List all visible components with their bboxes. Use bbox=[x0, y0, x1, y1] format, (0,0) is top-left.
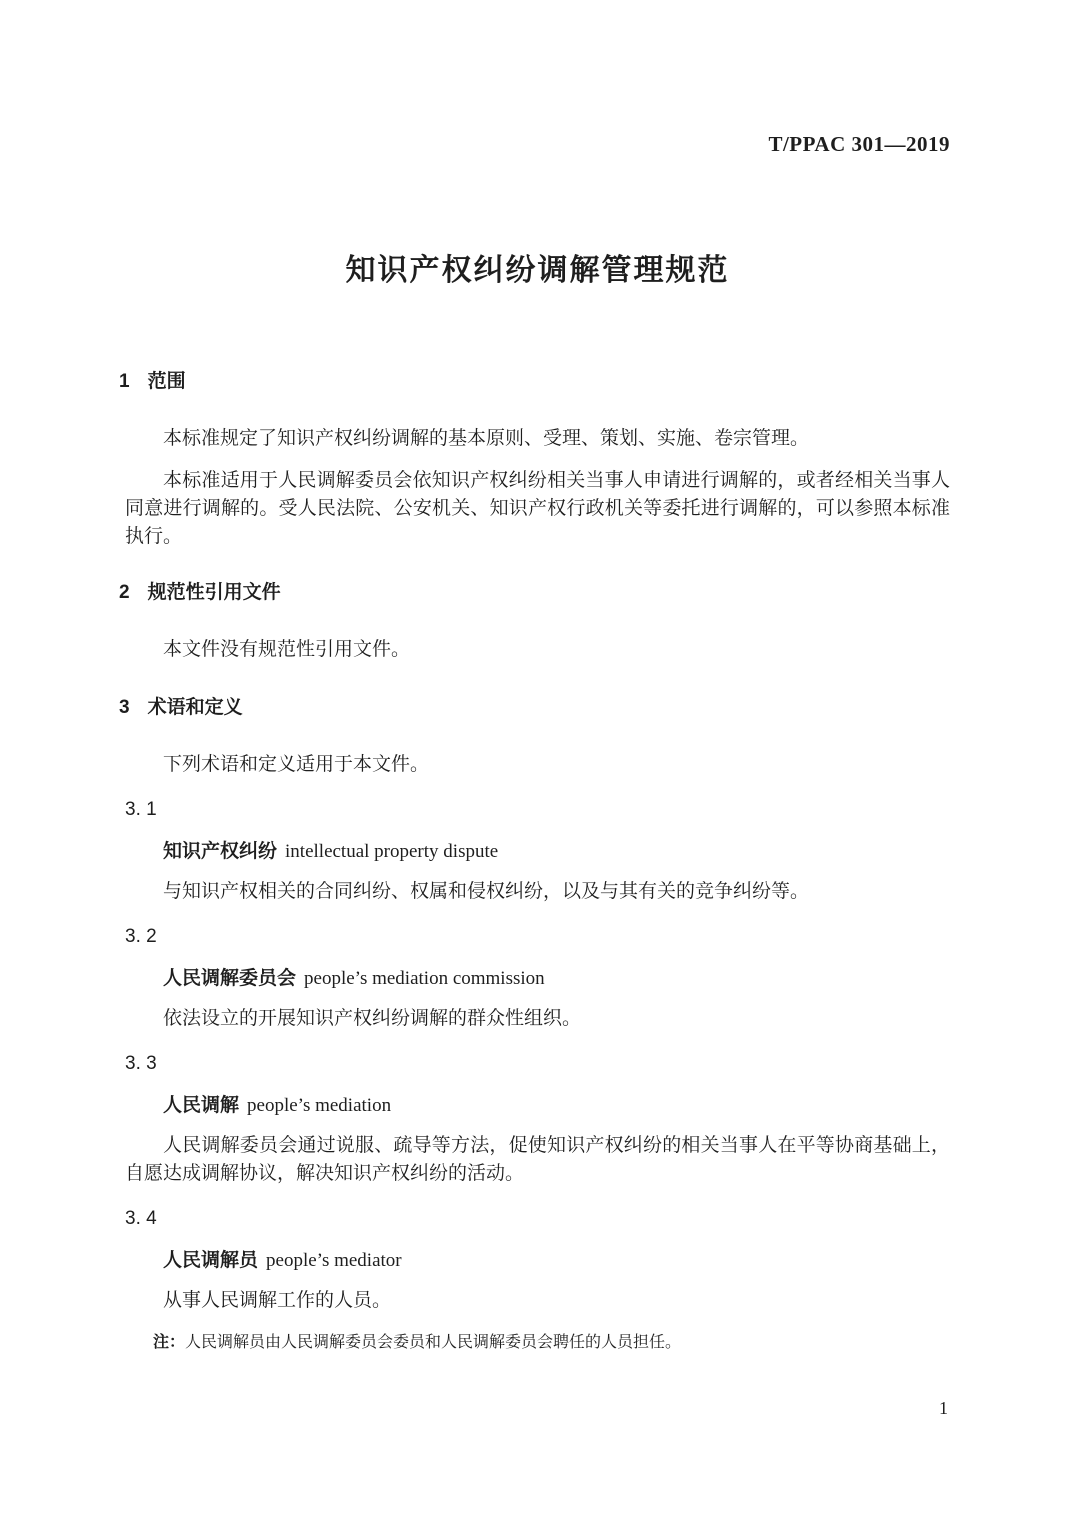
term-number-1: 3. 1 bbox=[125, 799, 157, 820]
section-number-1: 1 bbox=[119, 371, 130, 392]
paragraph-scope-1: 本标准规定了知识产权纠纷调解的基本原则、受理、策划、实施、卷宗管理。 bbox=[163, 428, 810, 449]
term-title-4 bbox=[125, 1247, 950, 1275]
term-block-2 bbox=[125, 923, 950, 1033]
term-definition-2: 依法设立的开展知识产权纠纷调解的群众性组织。 bbox=[163, 1008, 582, 1029]
term-definition-1: 与知识产权相关的合同纠纷、权属和侵权纠纷，以及与其有关的竞争纠纷等。 bbox=[163, 881, 810, 902]
section-title-3: 术语和定义 bbox=[147, 697, 243, 718]
note-text: 人民调解员由人民调解委员会委员和人民调解委员会聘任的人员担任。 bbox=[185, 1334, 682, 1351]
term-title-2 bbox=[125, 965, 950, 993]
term-number-2: 3. 2 bbox=[125, 926, 157, 947]
section-normative-references bbox=[119, 579, 950, 664]
section-title-1: 范围 bbox=[147, 371, 186, 392]
term-definition-4: 从事人民调解工作的人员。 bbox=[163, 1290, 392, 1311]
term-title-1 bbox=[125, 838, 950, 866]
page-number: 1 bbox=[939, 1398, 948, 1418]
section-heading-1 bbox=[119, 368, 950, 396]
term-english-3: people’s mediation bbox=[247, 1095, 392, 1116]
section-number-3: 3 bbox=[119, 697, 130, 718]
term-block-3 bbox=[125, 1050, 950, 1188]
term-block-1 bbox=[125, 796, 950, 906]
term-english-1: intellectual property dispute bbox=[285, 841, 499, 862]
term-chinese-2: 人民调解委员会 bbox=[163, 968, 297, 989]
note-label: 注： bbox=[153, 1334, 186, 1351]
paragraph-scope-2: 本标准适用于人民调解委员会依知识产权纠纷相关当事人申请进行调解的，或者经相关当事人同意进行调解的。受人民法院、公安机关、知识产权行政机关等委托进行调解的，可以参照本标准执行。 bbox=[125, 470, 950, 547]
term-number-4: 3. 4 bbox=[125, 1208, 157, 1229]
section-terms-definitions bbox=[119, 694, 950, 1355]
term-title-3 bbox=[125, 1092, 950, 1120]
document-title: 知识产权纠纷调解管理规范 bbox=[345, 254, 730, 287]
section-scope bbox=[119, 368, 950, 551]
term-note bbox=[125, 1331, 950, 1355]
term-definition-3: 人民调解委员会通过说服、疏导等方法，促使知识产权纠纷的相关当事人在平等协商基础上，自愿达成调解协议，解决知识产权纠纷的活动。 bbox=[125, 1135, 950, 1184]
term-chinese-3: 人民调解 bbox=[163, 1095, 240, 1116]
term-number-3: 3. 3 bbox=[125, 1053, 157, 1074]
term-chinese-1: 知识产权纠纷 bbox=[163, 841, 278, 862]
term-block-4 bbox=[125, 1205, 950, 1355]
term-english-2: people’s mediation commission bbox=[304, 968, 545, 989]
section-heading-3 bbox=[119, 694, 950, 722]
term-chinese-4: 人民调解员 bbox=[163, 1250, 259, 1271]
standard-code: T/PPAC 301—2019 bbox=[768, 132, 950, 156]
section-number-2: 2 bbox=[119, 582, 130, 603]
paragraph-terms-intro: 下列术语和定义适用于本文件。 bbox=[163, 754, 430, 775]
section-title-2: 规范性引用文件 bbox=[147, 582, 281, 603]
paragraph-references: 本文件没有规范性引用文件。 bbox=[163, 639, 411, 660]
section-heading-2 bbox=[119, 579, 950, 607]
term-english-4: people’s mediator bbox=[266, 1250, 402, 1271]
